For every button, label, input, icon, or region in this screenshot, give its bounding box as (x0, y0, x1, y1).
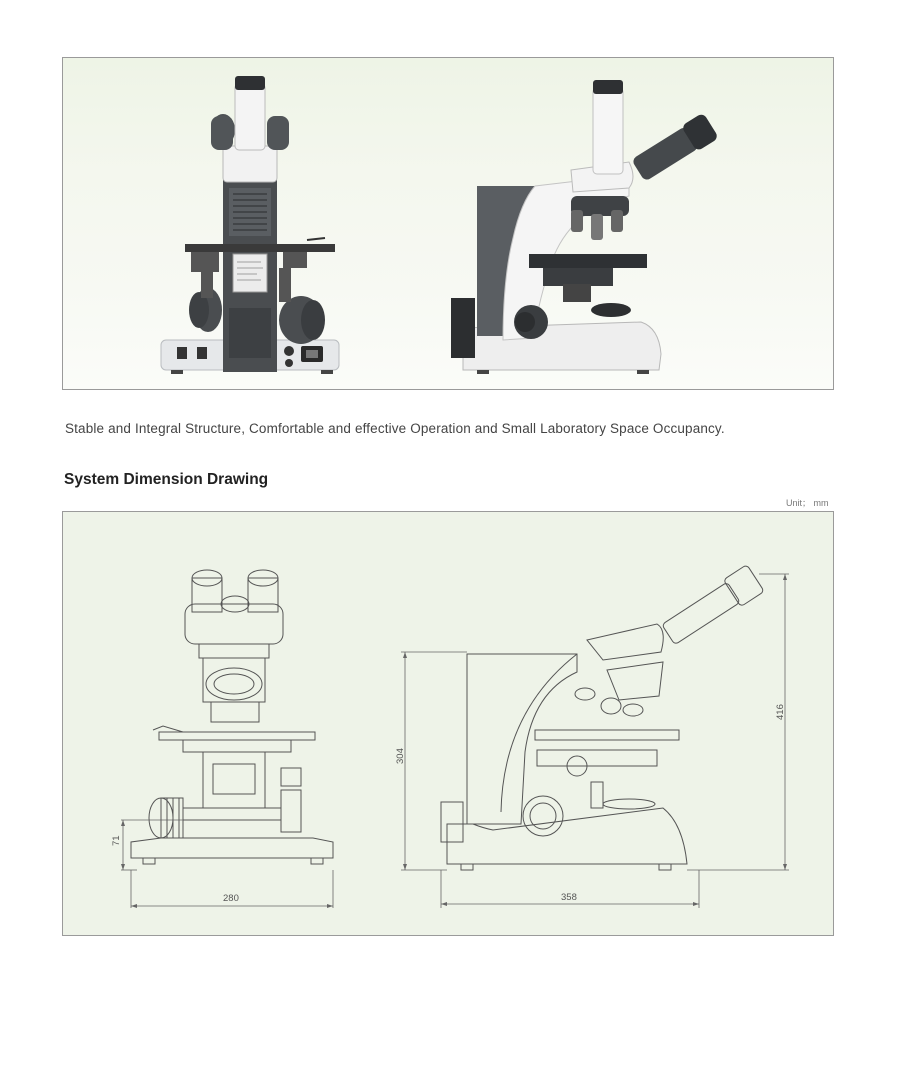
side-view-line-drawing (441, 565, 764, 870)
dimension-drawing-panel (62, 511, 834, 936)
caption-text: Stable and Integral Structure, Comfortable and effective Operation and Small Laboratory Space Occupancy. (65, 421, 725, 436)
dim-label-side-height: 304 (395, 748, 406, 764)
dim-label-front-width: 280 (223, 893, 239, 904)
dim-label-side-width: 358 (561, 892, 577, 903)
side-view-microscope-photo (451, 80, 719, 374)
microscope-photos (63, 58, 834, 390)
photo-panel (62, 57, 834, 390)
front-view-microscope-photo (161, 76, 339, 374)
dim-label-front-height: 71 (111, 835, 122, 846)
section-title: System Dimension Drawing (64, 471, 269, 488)
unit-label: Unit； mm (786, 498, 829, 508)
dimension-drawing (63, 512, 834, 936)
dim-label-side-total-height: 416 (775, 704, 786, 720)
